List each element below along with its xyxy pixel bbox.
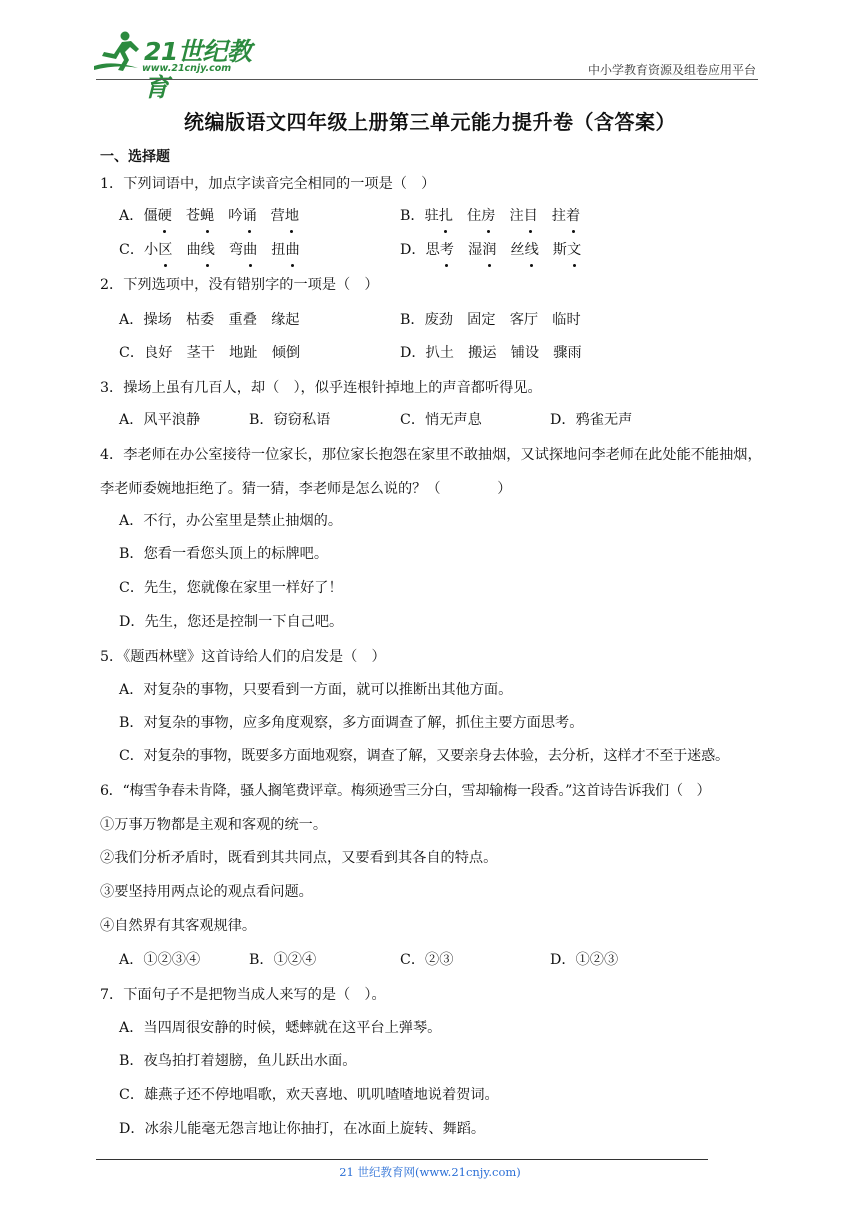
option-word: 斯文 [553, 242, 581, 258]
q6-option-d: D．①②③ [550, 952, 619, 968]
emphasis-dot-char: 线 [525, 238, 539, 262]
q2-option-d: D．扒土 搬运 铺设 骤雨 [400, 345, 582, 361]
q1-option-b [400, 204, 594, 228]
question-1-stem: 1．下列词语中，加点字读音完全相同的一项是（ ） [100, 176, 436, 192]
q5-option-b: B．对复杂的事物，应多角度观察，多方面调查了解，抓住主要方面思考。 [119, 715, 584, 731]
q3-option-c: C．悄无声息 [400, 412, 482, 428]
option-label: B． [400, 208, 425, 224]
q3-option-b: B．窃窃私语 [249, 412, 331, 428]
q3-option-a: A．风平浪静 [119, 412, 201, 428]
logo-text: 21世纪教育 [144, 37, 252, 102]
q6-statement-3: ③要坚持用两点论的观点看问题。 [100, 884, 313, 900]
footer-link[interactable]: 21 世纪教育网(www.21cnjy.com) [339, 1165, 521, 1179]
option-word: 住房 [467, 208, 495, 224]
footer-divider [96, 1159, 708, 1160]
option-word: 弯曲 [229, 242, 257, 258]
emphasis-dot-char: 线 [201, 238, 215, 262]
q6-statement-2: ②我们分析矛盾时，既看到其共同点，又要看到其各自的特点。 [100, 850, 498, 866]
q5-option-c: C．对复杂的事物，既要多方面地观察，调查了解，又要亲身去体验，去分析，这样才不至于迷惑。 [119, 748, 729, 764]
q1-option-d [400, 238, 595, 262]
logo [92, 30, 262, 102]
question-3-stem: 3．操场上虽有几百人，却（ ），似乎连根针掉地上的声音都听得见。 [100, 380, 542, 396]
question-6-stem: 6．“梅雪争春未肯降，骚人搁笔费评章。梅须逊雪三分白，雪却输梅一段香。”这首诗告诉我们（ ） [100, 783, 711, 799]
q4-option-d: D．先生，您还是控制一下自己吧。 [119, 614, 344, 630]
q1-option-c [119, 238, 314, 262]
option-word: 湿润 [468, 242, 496, 258]
runner-icon [92, 30, 144, 74]
q6-statement-1: ①万事万物都是主观和客观的统一。 [100, 817, 328, 833]
emphasis-dot-char: 硬 [158, 204, 172, 228]
option-word: 驻扎 [425, 208, 453, 224]
option-word: 曲线 [186, 242, 214, 258]
q6-option-c: C．②③ [400, 952, 454, 968]
q7-option-b: B．夜鸟拍打着翅膀，鱼儿跃出水面。 [119, 1053, 357, 1069]
logo-url: www.21cnjy.com [142, 63, 232, 74]
emphasis-dot-char: 文 [567, 238, 581, 262]
option-label: D． [400, 242, 426, 258]
option-word: 僵硬 [143, 208, 171, 224]
option-word: 拄着 [552, 208, 580, 224]
emphasis-dot-char: 房 [481, 204, 495, 228]
question-2-stem: 2．下列选项中，没有错别字的一项是（ ） [100, 277, 379, 293]
option-word: 思考 [426, 242, 454, 258]
option-word: 苍蝇 [186, 208, 214, 224]
emphasis-dot-char: 地 [285, 204, 299, 228]
option-word: 小区 [144, 242, 172, 258]
platform-name: 中小学教育资源及组卷应用平台 [587, 63, 756, 77]
emphasis-dot-char: 区 [158, 238, 172, 262]
q7-option-c: C．雄燕子还不停地唱歌，欢天喜地、叽叽喳喳地说着贺词。 [119, 1087, 499, 1103]
q7-option-a: A．当四周很安静的时候，蟋蟀就在这平台上弹琴。 [119, 1020, 442, 1036]
question-7-stem: 7．下面句子不是把物当成人来写的是（ ）。 [100, 987, 386, 1003]
emphasis-dot-char: 曲 [285, 238, 299, 262]
option-word: 吟诵 [228, 208, 256, 224]
q6-option-a: A．①②③④ [119, 952, 201, 968]
question-5-stem: 5．《题西林壁》这首诗给人们的启发是（ ） [100, 649, 386, 665]
q7-option-d: D．冰尜儿能毫无怨言地让你抽打，在冰面上旋转、舞蹈。 [119, 1121, 486, 1137]
q4-option-b: B．您看一看您头顶上的标牌吧。 [119, 546, 329, 562]
q4-option-a: A．不行，办公室里是禁止抽烟的。 [119, 513, 343, 529]
emphasis-dot-char: 目 [524, 204, 538, 228]
option-word: 丝线 [510, 242, 538, 258]
q4-option-c: C．先生，您就像在家里一样好了！ [119, 580, 343, 596]
emphasis-dot-char: 扎 [439, 204, 453, 228]
q6-statement-4: ④自然界有其客观规律。 [100, 918, 257, 934]
emphasis-dot-char: 考 [440, 238, 454, 262]
page-header [0, 0, 860, 102]
q2-option-b: B．废劲 固定 客厅 临时 [400, 312, 581, 328]
emphasis-dot-char: 着 [566, 204, 580, 228]
emphasis-dot-char: 诵 [242, 204, 256, 228]
option-label: C． [119, 242, 145, 258]
option-word: 营地 [271, 208, 299, 224]
emphasis-dot-char: 曲 [243, 238, 257, 262]
q2-option-a: A．操场 枯委 重叠 缘起 [119, 312, 300, 328]
header-divider [96, 79, 758, 80]
q6-option-b: B．①②④ [249, 952, 317, 968]
option-word: 注目 [509, 208, 537, 224]
q5-option-a: A．对复杂的事物，只要看到一方面，就可以推断出其他方面。 [119, 682, 513, 698]
q2-option-c: C．良好 茎干 地趾 倾倒 [119, 345, 301, 361]
q1-option-a [119, 204, 313, 228]
page-title: 统编版语文四年级上册第三单元能力提升卷（含答案） [184, 110, 676, 134]
emphasis-dot-char: 蝇 [200, 204, 214, 228]
section-heading: 一、选择题 [100, 149, 170, 165]
q3-option-d: D．鸦雀无声 [550, 412, 633, 428]
option-label: A． [119, 208, 144, 224]
emphasis-dot-char: 润 [482, 238, 496, 262]
option-word: 扭曲 [271, 242, 299, 258]
question-4-stem: 4．李老师在办公室接待一位家长，那位家长抱怨在家里不敢抽烟，又试探地问李老师在此处能不能抽烟，李老师委婉地拒绝了。猜一猜，李老师是怎么说的？（ ） [100, 447, 762, 497]
